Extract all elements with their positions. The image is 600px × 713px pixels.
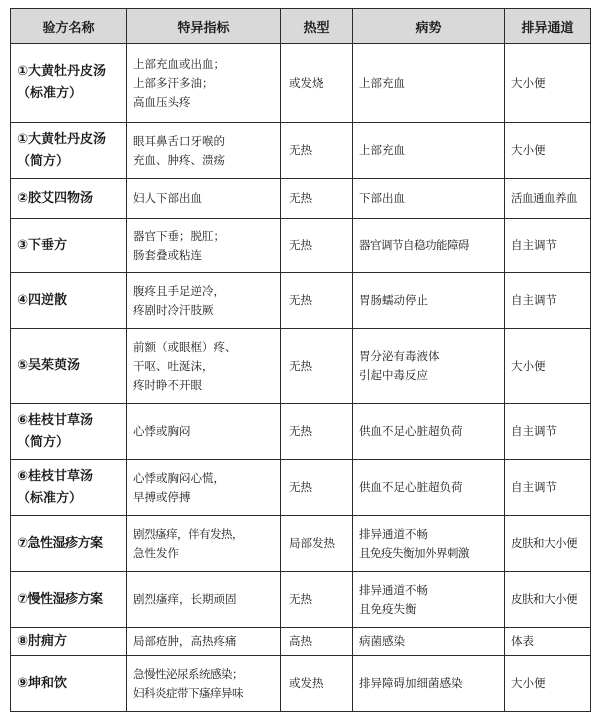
table-row — [11, 44, 591, 123]
header-trend: 病势 — [353, 9, 505, 44]
channel-cell: 自主调节 — [505, 219, 591, 273]
channel-cell: 自主调节 — [505, 404, 591, 460]
remedy-name-cell: ⑧肘痈方 — [11, 628, 127, 656]
header-indicator: 特异指标 — [127, 9, 281, 44]
table-row — [11, 329, 591, 404]
channel-cell: 活血通血养血 — [505, 179, 591, 219]
remedy-name-cell: ②胶艾四物汤 — [11, 179, 127, 219]
heat-cell: 高热 — [281, 628, 353, 656]
remedy-name-cell: ⑦急性湿疹方案 — [11, 516, 127, 572]
channel-cell: 体表 — [505, 628, 591, 656]
trend-cell: 供血不足心脏超负荷 — [353, 460, 505, 516]
channel-cell: 皮肤和大小便 — [505, 572, 591, 628]
heat-cell: 无热 — [281, 460, 353, 516]
indicator-cell: 妇人下部出血 — [127, 179, 281, 219]
remedy-name-cell: ⑥桂枝甘草汤 （简方） — [11, 404, 127, 460]
heat-cell: 或发烧 — [281, 44, 353, 123]
indicator-cell: 前额（或眼框）疼、 干呕、吐涎沫， 疼时睁不开眼 — [127, 329, 281, 404]
table-row — [11, 179, 591, 219]
heat-cell: 无热 — [281, 329, 353, 404]
trend-cell: 胃肠蠕动停止 — [353, 273, 505, 329]
indicator-cell: 上部充血或出血； 上部多汗多油； 高血压头疼 — [127, 44, 281, 123]
table-row — [11, 572, 591, 628]
channel-cell: 大小便 — [505, 656, 591, 712]
channel-cell: 大小便 — [505, 44, 591, 123]
table-row — [11, 219, 591, 273]
remedy-name-cell: ⑥桂枝甘草汤 （标准方） — [11, 460, 127, 516]
indicator-cell: 剧烈瘙痒，伴有发热， 急性发作 — [127, 516, 281, 572]
heat-cell: 无热 — [281, 123, 353, 179]
indicator-cell: 剧烈瘙痒，长期顽固 — [127, 572, 281, 628]
heat-cell: 无热 — [281, 219, 353, 273]
remedy-name-cell: ⑤吴茱萸汤 — [11, 329, 127, 404]
heat-cell: 无热 — [281, 273, 353, 329]
table-row — [11, 273, 591, 329]
header-name: 验方名称 — [11, 9, 127, 44]
channel-cell: 皮肤和大小便 — [505, 516, 591, 572]
trend-cell: 器官调节自稳功能障碍 — [353, 219, 505, 273]
table-row — [11, 516, 591, 572]
trend-cell: 供血不足心脏超负荷 — [353, 404, 505, 460]
remedy-name-cell: ⑨坤和饮 — [11, 656, 127, 712]
table-row — [11, 123, 591, 179]
indicator-cell: 局部疮肿，高热疼痛 — [127, 628, 281, 656]
remedy-table-container — [10, 8, 590, 712]
heat-cell: 无热 — [281, 572, 353, 628]
trend-cell: 排异通道不畅 且免疫失衡加外界刺激 — [353, 516, 505, 572]
table-row — [11, 460, 591, 516]
heat-cell: 或发热 — [281, 656, 353, 712]
trend-cell: 上部充血 — [353, 44, 505, 123]
header-heat: 热型 — [281, 9, 353, 44]
trend-cell: 胃分泌有毒液体 引起中毒反应 — [353, 329, 505, 404]
table-row — [11, 656, 591, 712]
indicator-cell: 急慢性泌尿系统感染； 妇科炎症带下瘙痒异味 — [127, 656, 281, 712]
remedy-table — [10, 8, 591, 712]
heat-cell: 无热 — [281, 179, 353, 219]
table-row — [11, 404, 591, 460]
header-channel: 排异通道 — [505, 9, 591, 44]
trend-cell: 下部出血 — [353, 179, 505, 219]
remedy-name-cell: ③下垂方 — [11, 219, 127, 273]
trend-cell: 上部充血 — [353, 123, 505, 179]
indicator-cell: 心悸或胸闷心慌， 早搏或停搏 — [127, 460, 281, 516]
trend-cell: 排异障碍加细菌感染 — [353, 656, 505, 712]
remedy-name-cell: ⑦慢性湿疹方案 — [11, 572, 127, 628]
table-row — [11, 628, 591, 656]
remedy-name-cell: ④四逆散 — [11, 273, 127, 329]
channel-cell: 大小便 — [505, 329, 591, 404]
heat-cell: 局部发热 — [281, 516, 353, 572]
channel-cell: 自主调节 — [505, 460, 591, 516]
remedy-name-cell: ①大黄牡丹皮汤 （标准方） — [11, 44, 127, 123]
indicator-cell: 器官下垂；脱肛； 肠套叠或粘连 — [127, 219, 281, 273]
channel-cell: 大小便 — [505, 123, 591, 179]
indicator-cell: 心悸或胸闷 — [127, 404, 281, 460]
channel-cell: 自主调节 — [505, 273, 591, 329]
trend-cell: 病菌感染 — [353, 628, 505, 656]
remedy-name-cell: ①大黄牡丹皮汤 （简方） — [11, 123, 127, 179]
heat-cell: 无热 — [281, 404, 353, 460]
indicator-cell: 眼耳鼻舌口牙喉的 充血、肿疼、溃疡 — [127, 123, 281, 179]
trend-cell: 排异通道不畅 且免疫失衡 — [353, 572, 505, 628]
indicator-cell: 腹疼且手足逆冷， 疼剧时冷汗肢厥 — [127, 273, 281, 329]
header-row — [11, 9, 591, 44]
